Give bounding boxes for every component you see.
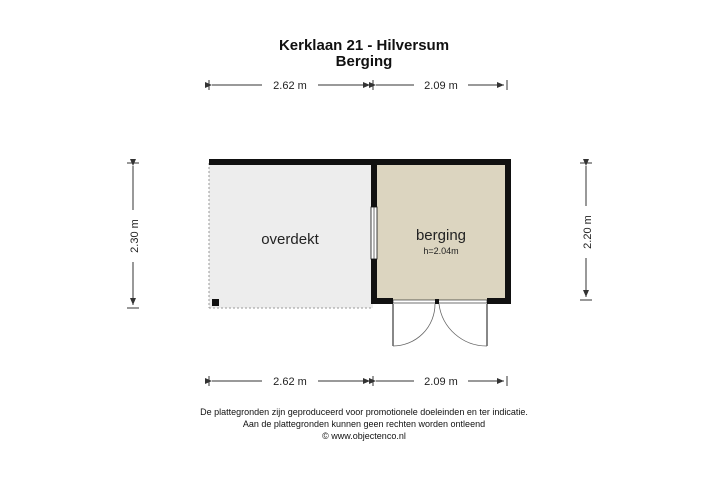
room-storage-height: h=2.04m	[423, 246, 459, 256]
dim-top-right: 2.09 m	[424, 80, 458, 92]
room-covered-label: overdekt	[261, 231, 319, 248]
plan-title: Kerklaan 21 - Hilversum	[278, 37, 450, 54]
room-covered	[209, 163, 373, 308]
room-storage-label: berging	[415, 227, 467, 244]
dim-left-height: 2.30 m	[129, 219, 141, 253]
dim-bottom-right: 2.09 m	[424, 376, 458, 388]
dim-right-height: 2.20 m	[582, 215, 594, 249]
dimension-right	[580, 163, 594, 300]
footer-line-1: De plattegronden zijn geproduceerd voor promotionele doeleinden en ter indicatie.	[200, 407, 528, 417]
double-door	[393, 299, 487, 346]
footer-line-3: © www.objectenco.nl	[322, 431, 406, 441]
dimension-top	[209, 80, 507, 92]
dimension-left	[127, 163, 141, 308]
corner-post	[212, 299, 219, 306]
footer-line-2: Aan de plattegronden kunnen geen rechten worden ontleend	[242, 419, 486, 429]
plan-subtitle: Berging	[335, 53, 393, 70]
dimension-bottom	[209, 376, 507, 388]
dim-bottom-left: 2.62 m	[273, 376, 307, 388]
dim-top-left: 2.62 m	[273, 80, 307, 92]
